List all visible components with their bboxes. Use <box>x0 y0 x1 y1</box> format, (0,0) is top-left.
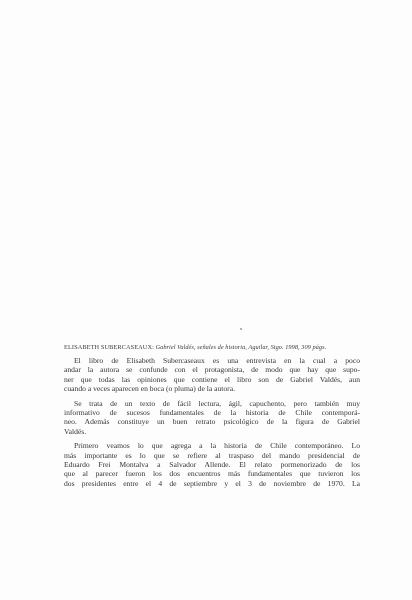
review-body <box>64 356 360 488</box>
text-line: cuando a veces aparecen en boca (o pluma) de la autora. <box>64 384 235 394</box>
citation-author: ELISABETH SUBERCASEAUX: <box>64 344 154 351</box>
paragraph-2 <box>64 399 360 437</box>
text-line: Se trata de un texto de fácil lectura, ágil, capuchento, pero también muy <box>74 398 360 408</box>
text-line: Eduardo Frei Montalva a Salvador Allende. El relato pormenorizado de los <box>64 460 360 470</box>
citation-publication: señales de historia, Aguilar, Stgo. 1998, 309 págs. <box>197 344 327 351</box>
text-line: El libro de Elisabeth Subercaseaux es una entrevista en la cual a poco <box>74 356 360 365</box>
text-line: andar la autora se confunde con el protagonista, de modo que hay que supo- <box>64 365 360 375</box>
book-citation <box>64 343 364 352</box>
text-line: informativo de sucesos fundamentales de la historia de Chile contemporá- <box>64 408 360 418</box>
paragraph-3 <box>64 441 360 488</box>
text-line: más importante es lo que se refiere al traspaso del mando presidencial de <box>64 450 360 460</box>
text-line: ner que todas las opiniones que contiene el libro son de Gabriel Valdés, aun <box>64 374 360 384</box>
citation-title: Gabriel Valdés, <box>155 344 196 351</box>
text-line: Primero veamos lo que agrega a la historia de Chile contemporáneo. Lo <box>74 441 360 451</box>
paragraph-1 <box>64 356 360 394</box>
page-speck <box>240 328 242 330</box>
text-line: dos presidentes entre el 4 de septiembre y el 3 de noviembre de 1970. La <box>64 478 360 488</box>
text-line: Valdés. <box>64 426 87 436</box>
text-line: que al parecer fueron los dos encuentros más fundamentales que tuvieron los <box>64 469 360 479</box>
text-line: neo. Además constituye un buen retrato psicológico de la figura de Gabriel <box>64 417 360 427</box>
